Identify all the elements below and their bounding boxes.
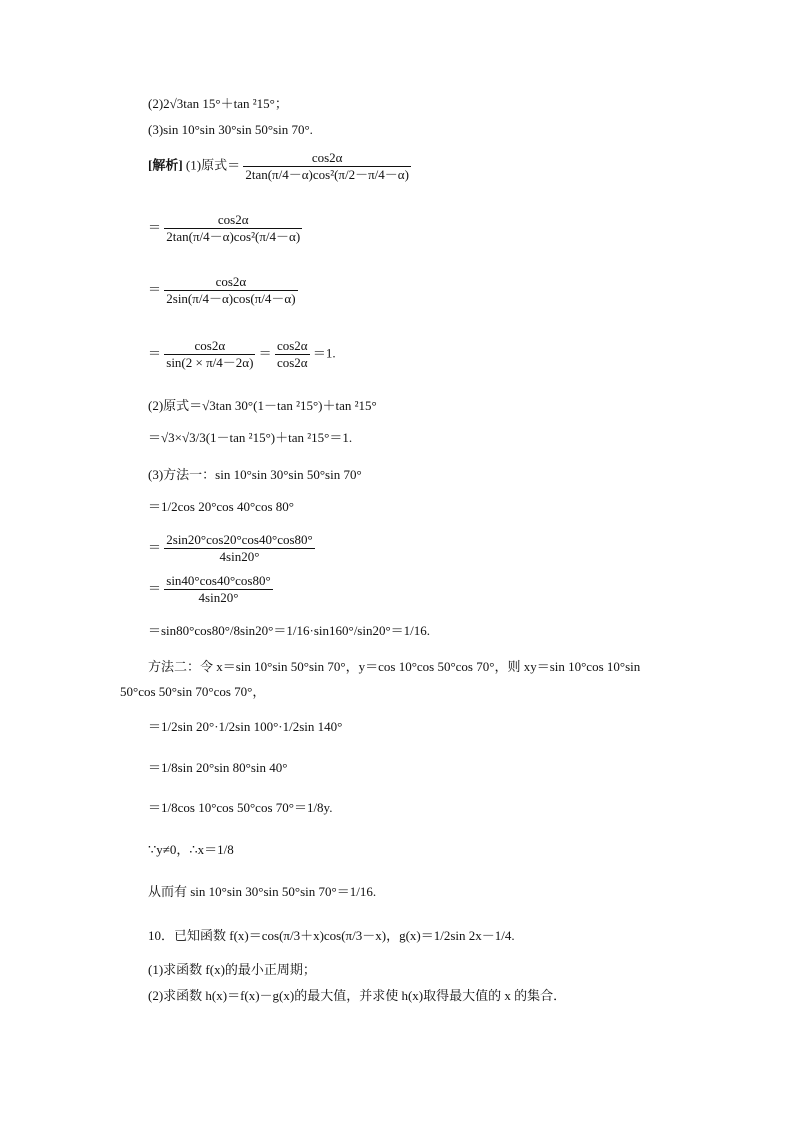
- denominator: 2tan(π/4－α)cos²(π/4－α): [166, 229, 301, 244]
- solution-1-step-4: [148, 338, 336, 371]
- denominator: 4sin20°: [198, 590, 239, 605]
- numerator: cos2α: [164, 212, 302, 229]
- numerator: cos2α: [164, 274, 297, 291]
- method-2-line-3-text: ＝1/8cos 10°cos 50°cos 70°＝1/8y.: [148, 800, 333, 815]
- solution-1-start: (1)原式＝: [185, 157, 241, 173]
- method-2-line-1-text: ＝1/2sin 20°·1/2sin 100°·1/2sin 140°: [148, 719, 343, 734]
- solution-1-step-2: [148, 212, 302, 245]
- problem-part-2-text: (2)2√3tan 15°＋tan ²15°；: [148, 96, 288, 111]
- fraction: [164, 338, 255, 371]
- numerator: sin40°cos40°cos80°: [166, 573, 271, 588]
- method-2-line-3: [148, 800, 332, 816]
- problem-10: [148, 928, 515, 944]
- problem-10-part-2-text: (2)求函数 h(x)＝f(x)－g(x)的最大值，并求使 h(x)取得最大值的 x 的集合．: [148, 988, 567, 1003]
- method-2-continuation: [120, 684, 265, 700]
- method-2-line-2: [148, 760, 287, 776]
- method-2-line-2-text: ＝1/8sin 20°sin 80°sin 40°: [148, 760, 288, 775]
- fraction: [164, 212, 302, 245]
- problem-10-part-1-text: (1)求函数 f(x)的最小正周期；: [148, 962, 316, 977]
- equals: ＝: [148, 219, 162, 235]
- equals: ＝: [258, 345, 272, 361]
- method-1-line-1: [148, 499, 294, 515]
- method-2-line-4: [148, 842, 234, 858]
- fraction: [243, 150, 411, 183]
- denominator: cos2α: [276, 355, 308, 370]
- solution-2-line-1: [148, 398, 377, 414]
- method-1-head-text: (3)方法一：sin 10°sin 30°sin 50°sin 70°: [148, 467, 362, 482]
- solution-2-line-2: [148, 430, 352, 446]
- problem-part-2: [148, 96, 288, 112]
- jiexi-tag: [解析]: [148, 157, 183, 173]
- result: ＝1.: [312, 345, 336, 361]
- method-2-conclusion: [148, 884, 376, 900]
- method-1-head: [148, 467, 362, 483]
- problem-10-text: 10．已知函数 f(x)＝cos(π/3＋x)cos(π/3－x)，g(x)＝1/2sin 2x－1/4.: [148, 928, 515, 943]
- solution-1-step-1: [148, 150, 411, 183]
- method-1-line-4: [148, 623, 430, 639]
- numerator: cos2α: [164, 338, 255, 355]
- denominator: 2tan(π/4－α)cos²(π/2－π/4－α): [245, 167, 409, 182]
- method-1-line-2: [148, 532, 315, 565]
- equals: ＝: [148, 281, 162, 297]
- method-1-line-1-text: ＝1/2cos 20°cos 40°cos 80°: [148, 499, 294, 514]
- fraction: [164, 532, 314, 565]
- problem-part-3-text: (3)sin 10°sin 30°sin 50°sin 70°.: [148, 122, 313, 137]
- problem-10-part-1: [148, 962, 316, 978]
- fraction: [164, 573, 272, 606]
- solution-1-step-3: [148, 274, 298, 307]
- solution-2-line-1-text: (2)原式＝√3tan 30°(1－tan ²15°)＋tan ²15°: [148, 398, 377, 413]
- equals: ＝: [148, 345, 162, 361]
- method-2-line-4-text: ∵y≠0，∴x＝1/8: [148, 842, 234, 857]
- equals: ＝: [148, 580, 162, 596]
- method-2-continuation-text: 50°cos 50°sin 70°cos 70°，: [120, 684, 266, 699]
- denominator: sin(2 × π/4－2α): [166, 355, 254, 370]
- denominator: 2sin(π/4－α)cos(π/4－α): [166, 291, 296, 306]
- problem-10-part-2: [148, 988, 566, 1004]
- problem-part-3: [148, 122, 313, 138]
- method-2-head: [148, 659, 640, 675]
- method-1-line-3: [148, 573, 273, 606]
- solution-2-line-2-text: ＝√3×√3/3(1－tan ²15°)＋tan ²15°＝1.: [148, 430, 353, 445]
- numerator: cos2α: [276, 338, 308, 353]
- equals: ＝: [148, 539, 162, 555]
- method-2-conclusion-text: 从而有 sin 10°sin 30°sin 50°sin 70°＝1/16.: [148, 884, 377, 899]
- method-2-line-1: [148, 719, 342, 735]
- method-1-line-4-text: ＝sin80°cos80°/8sin20°＝1/16·sin160°/sin20°＝1/16.: [148, 623, 431, 638]
- denominator: 4sin20°: [219, 549, 260, 564]
- numerator: cos2α: [243, 150, 411, 167]
- fraction: [275, 338, 310, 371]
- method-2-head-text: 方法二：令 x＝sin 10°sin 50°sin 70°，y＝cos 10°cos 50°cos 70°，则 xy＝sin 10°cos 10°sin: [148, 659, 641, 674]
- numerator: 2sin20°cos20°cos40°cos80°: [166, 532, 313, 547]
- fraction: [164, 274, 297, 307]
